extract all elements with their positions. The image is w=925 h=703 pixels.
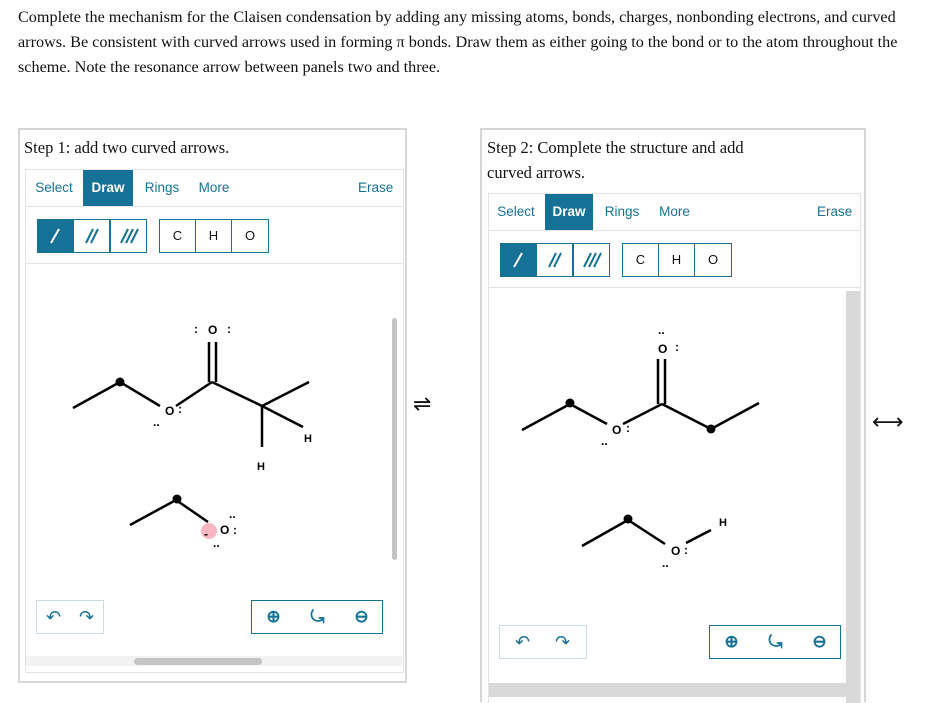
carbon-dot [707, 425, 716, 434]
double-bond-button-1[interactable] [73, 219, 110, 253]
carbon-dot [116, 378, 125, 387]
single-bond-icon [501, 244, 535, 276]
tab-draw-1[interactable]: Draw [83, 170, 133, 206]
atom-label-o1: O [658, 342, 668, 356]
tab-more-1[interactable]: More [198, 180, 230, 195]
tab-bar-1 [26, 170, 403, 207]
tab-bar-2 [489, 194, 860, 231]
vertical-scrollbar-2[interactable] [846, 291, 860, 703]
tab-select-2[interactable]: Select [497, 204, 535, 219]
triple-bond-button-1[interactable] [110, 219, 147, 253]
double-bond-icon [537, 244, 572, 276]
zoom-group-2 [709, 625, 841, 659]
double-bond-button-2[interactable] [536, 243, 573, 277]
tab-more-2[interactable]: More [659, 204, 690, 219]
lone-pair: : [684, 543, 688, 557]
redo-icon[interactable]: ↷ [78, 607, 95, 627]
sketcher-2 [488, 193, 861, 703]
atom-label-o1: O [208, 323, 218, 337]
undo-icon[interactable]: ↶ [514, 632, 531, 652]
lone-pair: .. [662, 556, 669, 570]
tab-draw-2[interactable]: Draw [545, 194, 593, 230]
instructions: Complete the mechanism for the Claisen condensation by adding any missing atoms, bonds, charges, nonbonding electrons, and curved arrows. Be consistent with curved arrows used in forming π bonds. Draw them as either going to the bond or to the atom throughout the scheme. Note the resonance arrow between panels two and three. [18, 8, 898, 76]
drawing-canvas-1[interactable] [26, 264, 396, 654]
atom-label-h1: H [257, 461, 265, 473]
ethoxide-1 [130, 500, 208, 525]
atom-c-button-2[interactable]: C [622, 243, 659, 277]
resonance-arrow: ⟷ [872, 410, 904, 435]
vertical-scrollbar-1[interactable] [392, 318, 397, 560]
atom-label-h1: H [719, 517, 727, 529]
lone-pair: : [178, 402, 182, 416]
reset-zoom-icon[interactable]: ⤿ [768, 632, 783, 651]
tab-rings-2[interactable]: Rings [604, 204, 640, 219]
zoom-out-icon[interactable]: ⊖ [812, 632, 827, 651]
lone-pair: : [626, 421, 630, 435]
ethanol-2 [582, 520, 711, 546]
sketcher-1 [25, 169, 404, 673]
lone-pair: .. [153, 415, 160, 429]
atom-label-o3: O [220, 523, 230, 537]
atom-c-button-1[interactable]: C [159, 219, 196, 253]
single-bond-button-2[interactable] [500, 243, 536, 277]
lone-pair: .. [229, 507, 236, 521]
erase-button-1[interactable]: Erase [358, 180, 394, 195]
atom-label-o3: O [671, 544, 681, 558]
carbon-dot [566, 399, 575, 408]
step2-title: Step 2: Complete the structure and add curved arrows. [487, 138, 744, 182]
lone-pair: .. [601, 434, 608, 448]
atom-h-button-2[interactable]: H [658, 243, 695, 277]
ester-molecule-1 [73, 342, 309, 447]
tab-rings-1[interactable]: Rings [144, 180, 180, 195]
scroll-thumb[interactable] [134, 658, 262, 665]
undo-redo-group-2 [499, 625, 587, 659]
zoom-in-icon[interactable]: ⊕ [266, 607, 281, 626]
step1-title: Step 1: add two curved arrows. [24, 138, 230, 157]
lone-pair: .. [213, 536, 220, 550]
lone-pair: : [227, 322, 231, 336]
undo-icon[interactable]: ↶ [45, 607, 62, 627]
reset-zoom-icon[interactable]: ⤿ [310, 607, 325, 626]
atom-h-button-1[interactable]: H [195, 219, 232, 253]
atom-label-o2: O [165, 404, 175, 418]
atom-o-button-2[interactable]: O [694, 243, 732, 277]
atom-label-h2: H [304, 433, 312, 445]
zoom-group-1 [251, 600, 383, 634]
single-bond-icon [38, 220, 72, 252]
ester-molecule-2 [522, 359, 759, 430]
lone-pair: : [675, 340, 679, 354]
undo-redo-group-1 [36, 600, 104, 634]
atom-o-button-1[interactable]: O [231, 219, 269, 253]
triple-bond-button-2[interactable] [573, 243, 610, 277]
carbon-dot [624, 515, 633, 524]
lone-pair: : [233, 523, 237, 537]
redo-icon[interactable]: ↷ [554, 632, 571, 652]
zoom-in-icon[interactable]: ⊕ [724, 632, 739, 651]
atom-label-o2: O [612, 423, 622, 437]
single-bond-button-1[interactable] [37, 219, 73, 253]
negative-charge: - [204, 527, 208, 541]
erase-button-2[interactable]: Erase [817, 204, 853, 219]
double-bond-icon [74, 220, 109, 252]
carbon-dot [173, 495, 182, 504]
tool-row-1 [26, 207, 403, 264]
triple-bond-icon [574, 244, 609, 276]
tool-row-2 [489, 231, 860, 288]
horizontal-scrollbar-2[interactable] [489, 683, 847, 697]
zoom-out-icon[interactable]: ⊖ [354, 607, 369, 626]
equilibrium-arrow: ⇌ [413, 392, 432, 417]
horizontal-scrollbar-1[interactable] [26, 656, 402, 666]
lone-pair: .. [658, 323, 665, 337]
lone-pair: : [194, 322, 198, 336]
triple-bond-icon [111, 220, 146, 252]
tab-select-1[interactable]: Select [35, 180, 73, 195]
